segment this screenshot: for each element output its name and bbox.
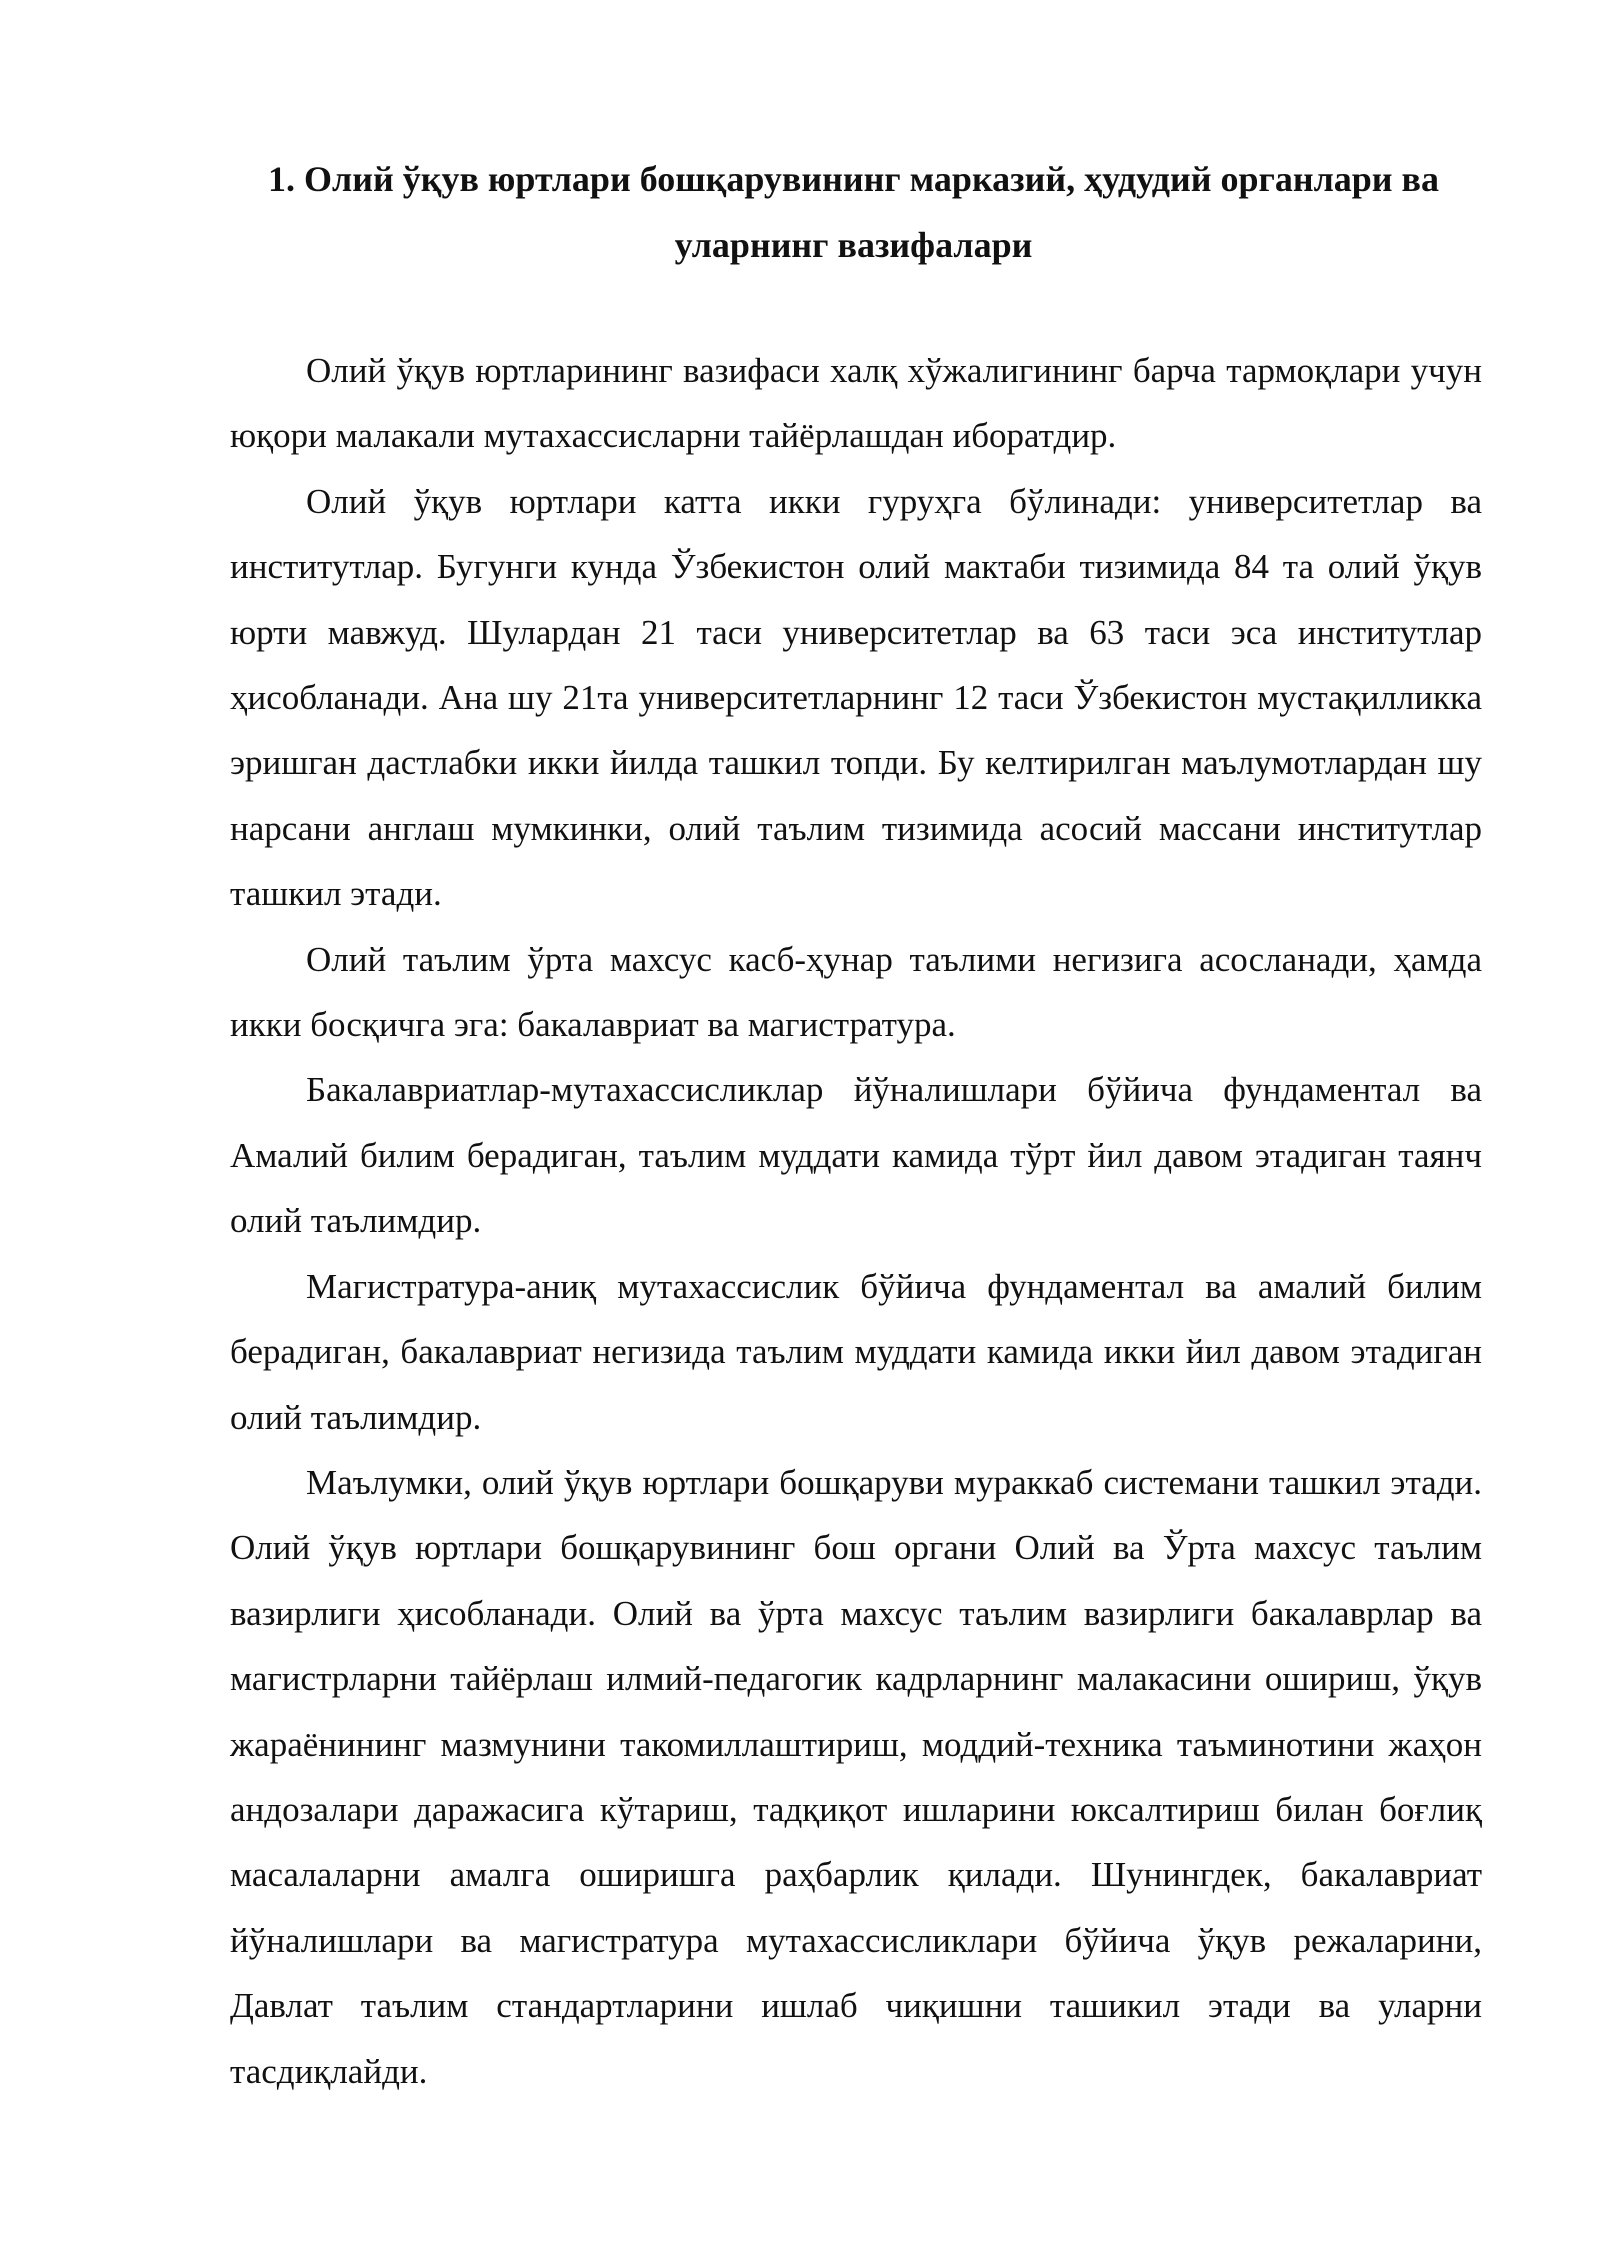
document-title: 1. Олий ўқув юртлари бошқарувининг марказий, ҳудудий органлари ва уларнинг вазифалари xyxy=(268,159,1439,265)
document-body xyxy=(230,338,1482,2104)
paragraph-bachelor: Бакалавриатлар-мутахассисликлар йўналишлари бўйича фундаментал ва Амалий билим берадиган, таълим муддати камида тўрт йил давом этадиган таянч олий таълимдир. xyxy=(230,1070,1482,1241)
paragraph-ministry: Маълумки, олий ўқув юртлари бошқаруви мураккаб системани ташкил этади. Олий ўқув юртлари бошқарувининг бош органи Олий ва Ўрта махсус таълим вазирлиги ҳисобланади. Олий ва ўрта махсус таълим вазирлиги бакалаврлар ва магистрларни тайёрлаш илмий-педагогик кадрларнинг малакасини ошириш, ўқув жараёнининг мазмунини такомиллаштириш, моддий-техника таъминотини жаҳон андозалари даражасига кўтариш, тадқиқот ишларини юксалтириш билан боғлиқ масалаларни амалга оширишга раҳбарлик қилади. Шунингдек, бакалавриат йўналишлари ва магистратура мутахассисликлари бўйича ўқув режаларини, Давлат таълим стандартларини ишлаб чиқишни ташикил этади ва уларни тасдиқлайди. xyxy=(230,1462,1482,2091)
paragraph-university-groups: Олий ўқув юртлари катта икки гуруҳга бўлинади: университетлар ва институтлар. Бугунги кунда Ўзбекистон олий мактаби тизимида 84 та олий ўқув юрти мавжуд. Шулардан 21 таси университетлар ва 63 таси эса институтлар ҳисобланади. Ана шу 21та университетларнинг 12 таси Ўзбекистон мустақилликка эришган дастлабки икки йилда ташкил топди. Бу келтирилган маълумотлардан шу нарсани англаш мумкинки, олий таълим тизимида асосий массани институтлар ташкил этади. xyxy=(230,481,1482,914)
paragraph-purpose: Олий ўқув юртларининг вазифаси халқ хўжалигининг барча тармоқлари учун юқори малакали мутахассисларни тайёрлашдан иборатдир. xyxy=(230,351,1482,456)
paragraph-master: Магистратура-аниқ мутахассислик бўйича фундаментал ва амалий билим берадиган, бакалавриат негизида таълим муддати камида икки йил давом этадиган олий таълимдир. xyxy=(230,1266,1482,1437)
paragraph-education-stages: Олий таълим ўрта махсус касб-ҳунар таълими негизига асосланади, ҳамда икки босқичга эга: бакалавриат ва магистратура. xyxy=(230,939,1482,1045)
